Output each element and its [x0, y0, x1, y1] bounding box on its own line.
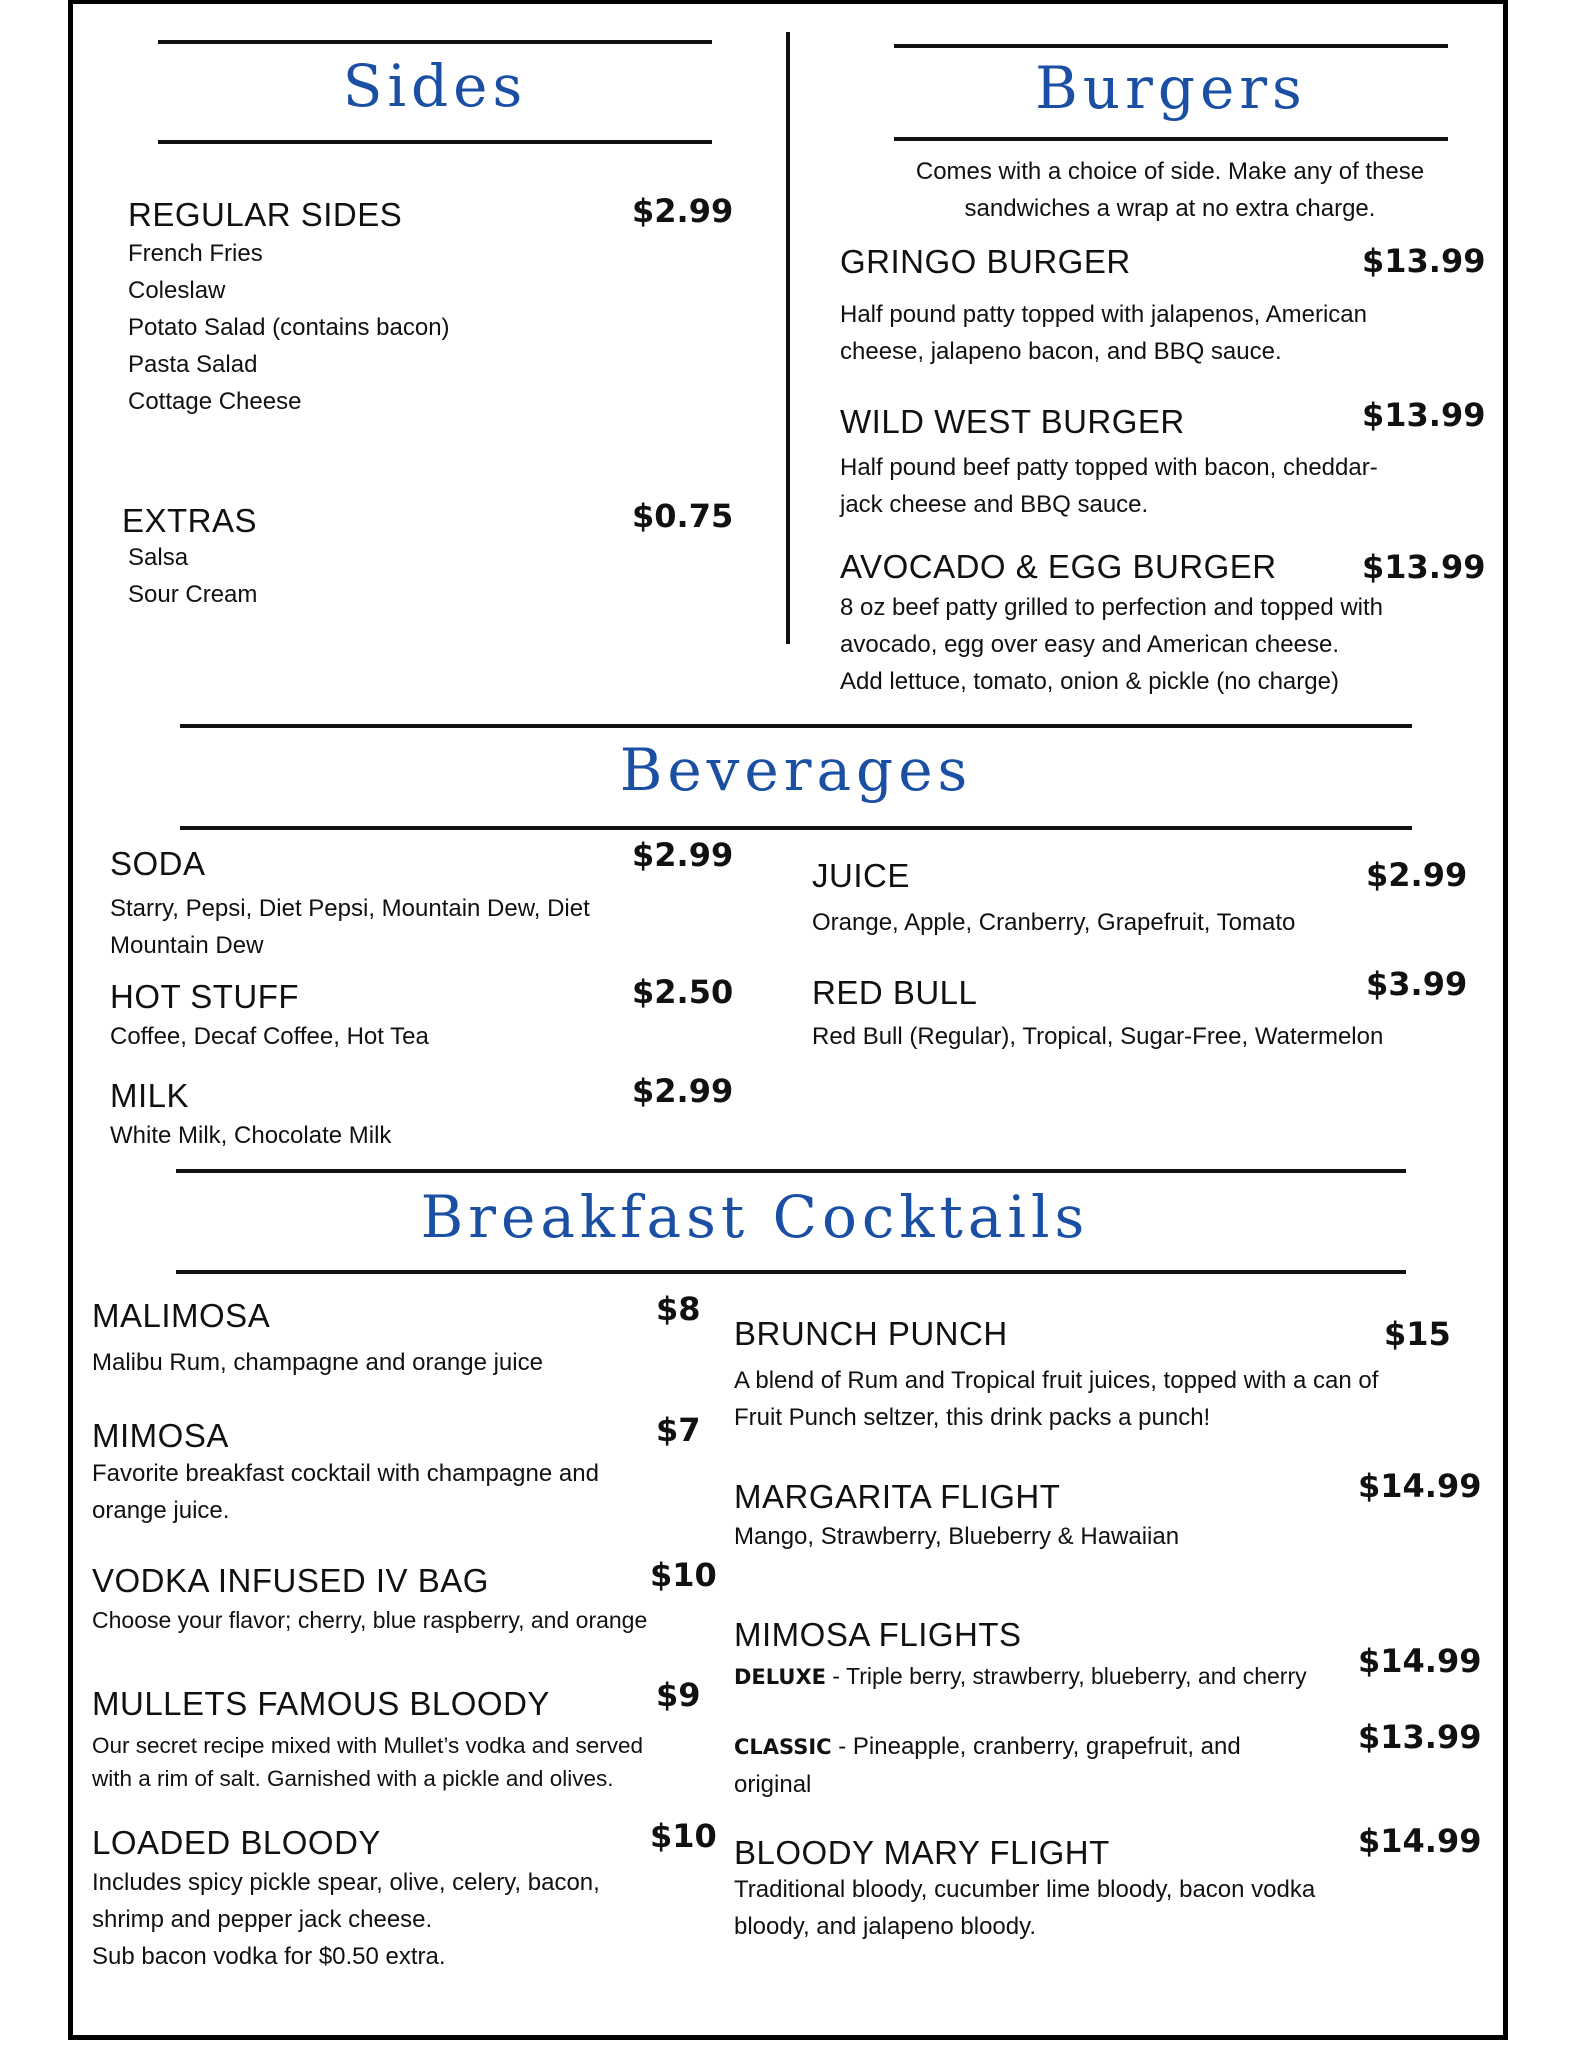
burger-desc: Half pound beef patty topped with bacon, cheddar- jack cheese and BBQ sauce. [840, 454, 1378, 518]
cocktail-price: $15 [1384, 1315, 1451, 1353]
cocktail-price: $10 [650, 1817, 717, 1855]
cocktail-price: $14.99 [1358, 1642, 1482, 1680]
beverages-bottom-rule [180, 826, 1412, 830]
burger-title: GRINGO BURGER [840, 243, 1131, 280]
beverage-title: HOT STUFF [110, 978, 300, 1015]
burger-price: $13.99 [1362, 242, 1486, 280]
list-item: Sour Cream [128, 581, 258, 608]
mimosa-flight-classic: CLASSIC - Pineapple, cranberry, grapefruit, and original [734, 1733, 1241, 1798]
sides-bottom-rule [158, 140, 712, 144]
burgers-heading: Burgers [1035, 54, 1307, 122]
beverage-price: $2.99 [632, 836, 734, 874]
cocktail-desc: Favorite breakfast cocktail with champagne and orange juice. [92, 1460, 599, 1524]
cocktail-desc: Our secret recipe mixed with Mullet’s vodka and served with a rim of salt. Garnished with a pickle and olives. [92, 1733, 644, 1791]
beverage-title: MILK [110, 1077, 190, 1114]
cocktail-price: $14.99 [1358, 1822, 1482, 1860]
beverage-desc: Starry, Pepsi, Diet Pepsi, Mountain Dew, Diet Mountain Dew [110, 895, 590, 959]
burger-title: WILD WEST BURGER [840, 403, 1185, 440]
column-divider [786, 32, 790, 644]
cocktail-price: $7 [656, 1411, 701, 1449]
cocktail-title: VODKA INFUSED IV BAG [92, 1562, 489, 1599]
cocktail-desc: Mango, Strawberry, Blueberry & Hawaiian [734, 1523, 1180, 1550]
extras-list [128, 539, 257, 613]
cocktail-title: LOADED BLOODY [92, 1824, 381, 1861]
beverage-price: $3.99 [1366, 965, 1468, 1003]
beverage-price: $2.99 [1366, 856, 1468, 894]
beverages-top-rule [180, 724, 1412, 728]
beverage-price: $2.99 [632, 1072, 734, 1110]
cocktail-desc: Choose your flavor; cherry, blue raspberry, and orange [92, 1607, 648, 1633]
deluxe-label: DELUXE [734, 1665, 826, 1689]
cocktails-top-rule [176, 1169, 1406, 1173]
burgers-note: Comes with a choice of side. Make any of these sandwiches a wrap at no extra charge. [915, 158, 1425, 222]
extras-title: EXTRAS [122, 502, 258, 539]
beverage-desc: Red Bull (Regular), Tropical, Sugar-Free, Watermelon [812, 1023, 1384, 1050]
classic-label: CLASSIC [734, 1735, 832, 1759]
burgers-bottom-rule [894, 137, 1448, 141]
cocktail-title: MULLETS FAMOUS BLOODY [92, 1685, 550, 1722]
burgers-top-rule [894, 44, 1448, 48]
cocktail-desc: Includes spicy pickle spear, olive, celery, bacon, shrimp and pepper jack cheese. Sub bacon vodka for $0.50 extra. [92, 1869, 600, 1970]
beverage-desc: White Milk, Chocolate Milk [110, 1122, 392, 1149]
cocktail-title: MARGARITA FLIGHT [734, 1478, 1061, 1515]
burger-desc: 8 oz beef patty grilled to perfection and topped with avocado, egg over easy and American cheese. Add lettuce, tomato, onion & pickle (no charge) [840, 594, 1384, 695]
mimosa-flight-deluxe: DELUXE - Triple berry, strawberry, blueberry, and cherry [734, 1663, 1307, 1689]
cocktail-price: $9 [656, 1676, 701, 1714]
list-item: Salsa [128, 544, 189, 571]
sides-top-rule [158, 40, 712, 44]
list-item: French Fries [128, 240, 263, 267]
cocktail-price: $14.99 [1358, 1467, 1482, 1505]
burger-price: $13.99 [1362, 548, 1486, 586]
list-item: Cottage Cheese [128, 388, 302, 415]
burger-price: $13.99 [1362, 396, 1486, 434]
cocktail-price: $8 [656, 1290, 701, 1328]
beverages-heading: Beverages [619, 736, 973, 804]
cocktail-price: $13.99 [1358, 1718, 1482, 1756]
cocktail-title: BLOODY MARY FLIGHT [734, 1834, 1110, 1871]
cocktail-desc: Malibu Rum, champagne and orange juice [92, 1349, 543, 1376]
beverage-title: JUICE [812, 857, 910, 894]
beverage-desc: Orange, Apple, Cranberry, Grapefruit, Tomato [812, 909, 1296, 936]
cocktail-title: MALIMOSA [92, 1297, 271, 1334]
extras-price: $0.75 [632, 497, 734, 535]
regular-sides-list [128, 235, 450, 420]
cocktail-title: MIMOSA FLIGHTS [734, 1616, 1022, 1653]
cocktail-desc: Traditional bloody, cucumber lime bloody, bacon vodka bloody, and jalapeno bloody. [734, 1876, 1316, 1940]
beverage-desc: Coffee, Decaf Coffee, Hot Tea [110, 1023, 429, 1050]
cocktails-bottom-rule [176, 1270, 1406, 1274]
regular-sides-title: REGULAR SIDES [128, 196, 403, 233]
list-item: Coleslaw [128, 277, 226, 304]
burger-desc: Half pound patty topped with jalapenos, American cheese, jalapeno bacon, and BBQ sauce. [840, 301, 1368, 365]
beverage-title: RED BULL [812, 974, 978, 1011]
beverage-title: SODA [110, 845, 206, 882]
cocktail-price: $10 [650, 1556, 717, 1594]
cocktail-title: MIMOSA [92, 1417, 229, 1454]
cocktails-heading: Breakfast Cocktails [420, 1183, 1090, 1251]
beverage-price: $2.50 [632, 973, 734, 1011]
burger-title: AVOCADO & EGG BURGER [840, 548, 1277, 585]
list-item: Potato Salad (contains bacon) [128, 314, 450, 341]
cocktail-title: BRUNCH PUNCH [734, 1315, 1008, 1352]
regular-sides-price: $2.99 [632, 192, 734, 230]
sides-heading: Sides [342, 52, 528, 120]
cocktail-desc: A blend of Rum and Tropical fruit juices, topped with a can of Fruit Punch seltzer, this drink packs a punch! [734, 1367, 1379, 1431]
list-item: Pasta Salad [128, 351, 258, 378]
